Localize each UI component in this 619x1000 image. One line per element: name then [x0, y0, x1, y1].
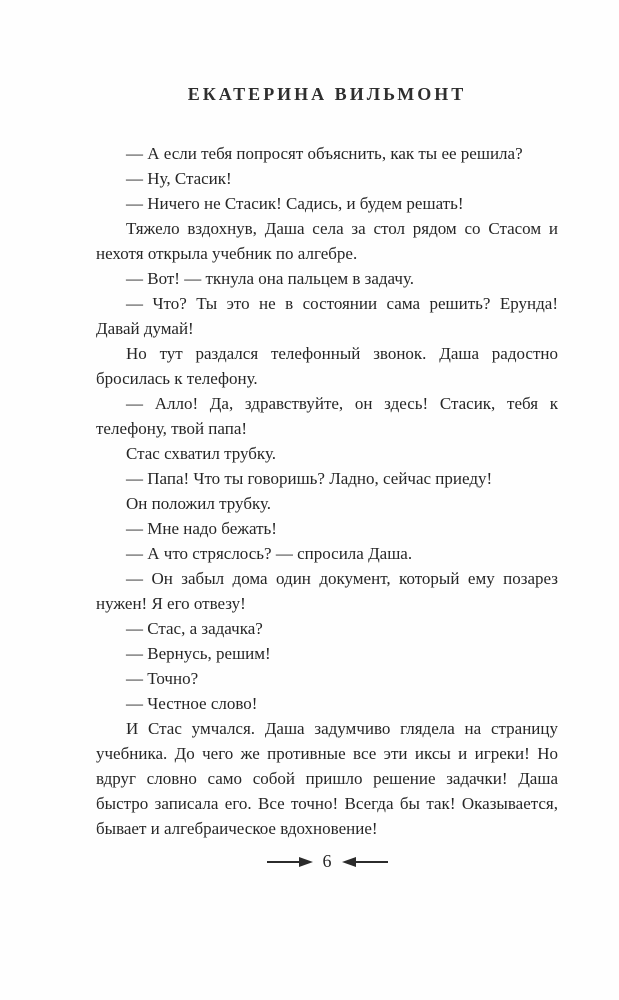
- page-number: 6: [322, 851, 332, 871]
- paragraph: — Алло! Да, здравствуйте, он здесь! Стасик, тебя к телефону, твой папа!: [96, 394, 558, 438]
- paragraph: — Честное слово!: [126, 694, 258, 713]
- paragraph: И Стас умчался. Даша задумчиво глядела на страницу учебника. До чего же противные все эти иксы и игреки! Но вдруг словно само собой пришло решение задачки! Даша быстро записала его. Все точно! Всегда бы так! Оказывается, бывает и алгебраическое вдохновение!: [96, 719, 558, 838]
- author-header: ЕКАТЕРИНА ВИЛЬМОНТ: [187, 84, 467, 104]
- paragraph: — Точно?: [126, 669, 199, 688]
- paragraph: — Что? Ты это не в состоянии сама решить? Ерунда! Давай думай!: [96, 294, 558, 338]
- paragraph: — Вернусь, решим!: [126, 644, 271, 663]
- page-footer: [96, 851, 558, 872]
- paragraph: Стас схватил трубку.: [126, 444, 276, 463]
- paragraph: — А если тебя попросят объяснить, как ты ее решила?: [126, 144, 523, 163]
- text-block: [96, 141, 558, 841]
- paragraph: Но тут раздался телефонный звонок. Даша радостно бросилась к телефону.: [96, 344, 558, 388]
- ornament-left-icon: [267, 857, 313, 867]
- ornament-right-icon: [342, 857, 388, 867]
- paragraph: — Мне надо бежать!: [126, 519, 277, 538]
- paragraph: — Ну, Стасик!: [126, 169, 232, 188]
- paragraph: — Он забыл дома один документ, который ему позарез нужен! Я его отвезу!: [96, 569, 558, 613]
- paragraph: — А что стряслось? — спросила Даша.: [126, 544, 413, 563]
- paragraph: — Стас, а задачка?: [126, 619, 263, 638]
- paragraph: — Папа! Что ты говоришь? Ладно, сейчас приеду!: [126, 469, 493, 488]
- paragraph: — Ничего не Стасик! Садись, и будем решать!: [126, 194, 464, 213]
- paragraph: Тяжело вздохнув, Даша села за стол рядом со Стасом и нехотя открыла учебник по алгебре.: [96, 219, 558, 263]
- paragraph: — Вот! — ткнула она пальцем в задачу.: [126, 269, 414, 288]
- paragraph: Он положил трубку.: [126, 494, 272, 513]
